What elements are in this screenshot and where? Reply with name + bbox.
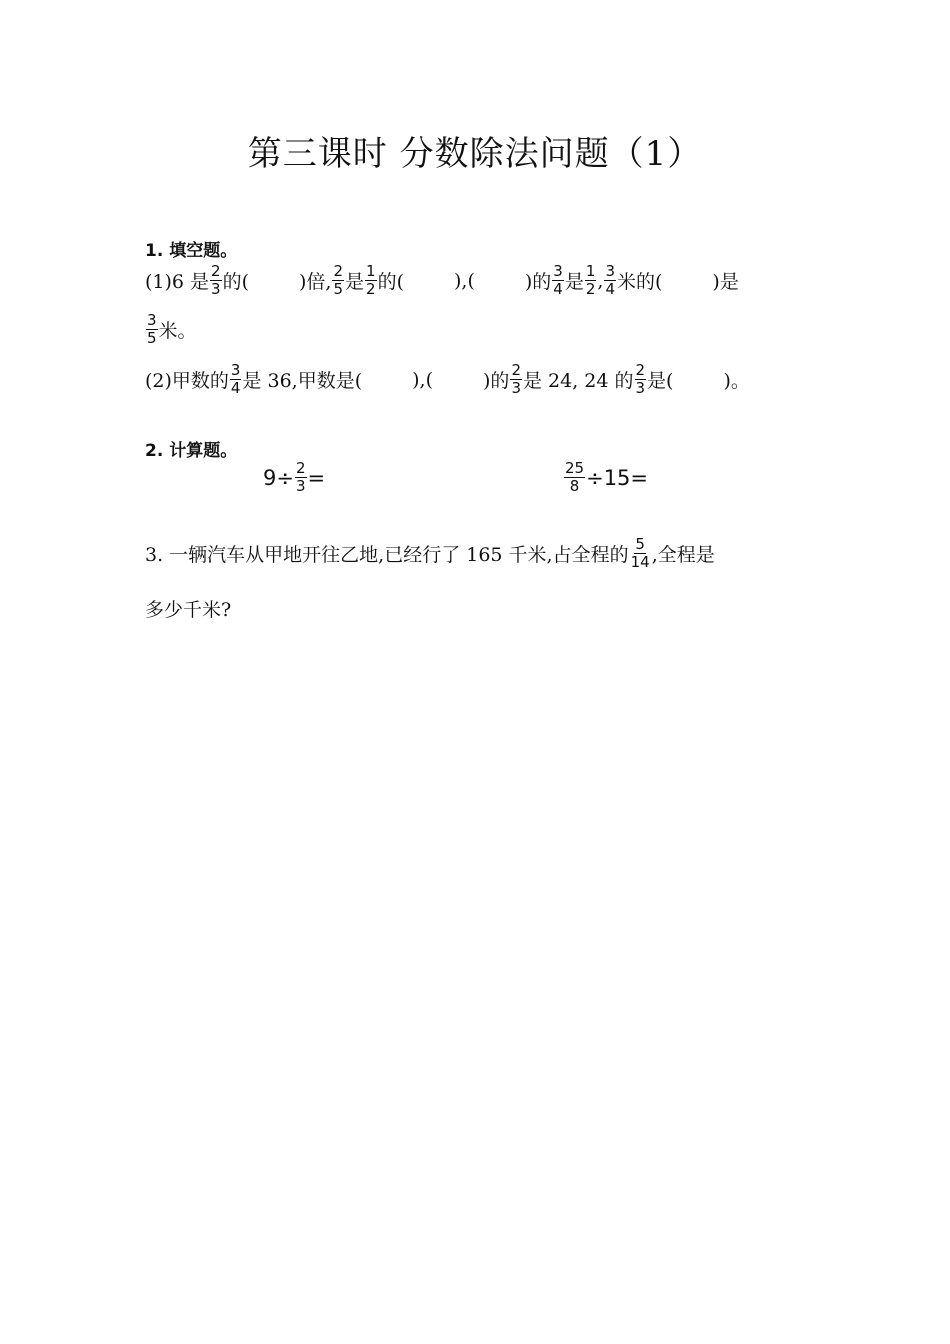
q1-text: ),(: [454, 269, 475, 292]
fraction: $\frac{2}{3}$: [211, 262, 221, 298]
fraction: $\frac{3}{4}$: [230, 361, 241, 397]
page-title: 第三课时 分数除法问题（1）: [247, 134, 703, 174]
q2-text: 是(: [647, 370, 674, 392]
calc-expression-2: [563, 460, 648, 495]
q1-lead: (1)6 是: [145, 271, 210, 293]
q1-text: 的(: [222, 271, 250, 293]
q2-text: 是 24, 24 的: [522, 370, 634, 392]
fraction: $\frac{3}{4}$: [605, 262, 615, 298]
fraction: $\frac{1}{2}$: [366, 262, 376, 298]
q2-text: ),(: [412, 368, 434, 391]
q2-text: )。: [723, 370, 750, 392]
fraction: $\frac{2}{3}$: [295, 459, 306, 495]
question-1-1-line-2: [145, 312, 197, 347]
q1-text: )是: [712, 271, 739, 293]
q1-text: 的(: [377, 271, 404, 293]
q3-text: ,全程是: [651, 544, 715, 566]
q1-text: 是: [345, 271, 365, 293]
q1-text: 米的(: [617, 271, 663, 293]
q2-text: 是 36,甲数是(: [242, 370, 363, 392]
section-1-heading: 1. 填空题。: [145, 241, 238, 261]
calc-expression-1: [263, 460, 325, 495]
q2-lead: (2)甲数的: [145, 370, 229, 392]
fraction: $\frac{3}{5}$: [147, 311, 157, 347]
fraction: $\frac{2}{5}$: [333, 262, 344, 298]
question-1-1-line-1: [145, 263, 739, 298]
fraction: $\frac{25}{8}$: [565, 459, 585, 495]
question-3-line-1: [145, 536, 715, 571]
expr-text: =: [307, 465, 326, 490]
fraction: $\frac{3}{4}$: [553, 262, 563, 298]
q1-text: 米。: [158, 320, 197, 342]
q1-text: )倍,: [299, 271, 332, 293]
q1-text: )的: [524, 271, 552, 293]
fraction: $\frac{2}{3}$: [635, 361, 646, 397]
question-1-2: [145, 362, 750, 397]
fraction: $\frac{1}{2}$: [585, 262, 596, 298]
expr-text: ÷15=: [586, 465, 649, 490]
expr-text: 9÷: [263, 465, 294, 490]
q1-text: 是: [564, 271, 584, 293]
q1-text: ,: [597, 269, 604, 292]
q3-text: 3. 一辆汽车从甲地开往乙地,已经行了 165 千米,占全程的: [145, 544, 629, 566]
fraction: $\frac{2}{3}$: [511, 361, 521, 397]
q2-text: )的: [483, 370, 510, 392]
section-2-heading: 2. 计算题。: [145, 441, 238, 461]
question-3-line-2: 多少千米?: [145, 599, 232, 621]
fraction: $\frac{5}{14}$: [630, 535, 650, 571]
